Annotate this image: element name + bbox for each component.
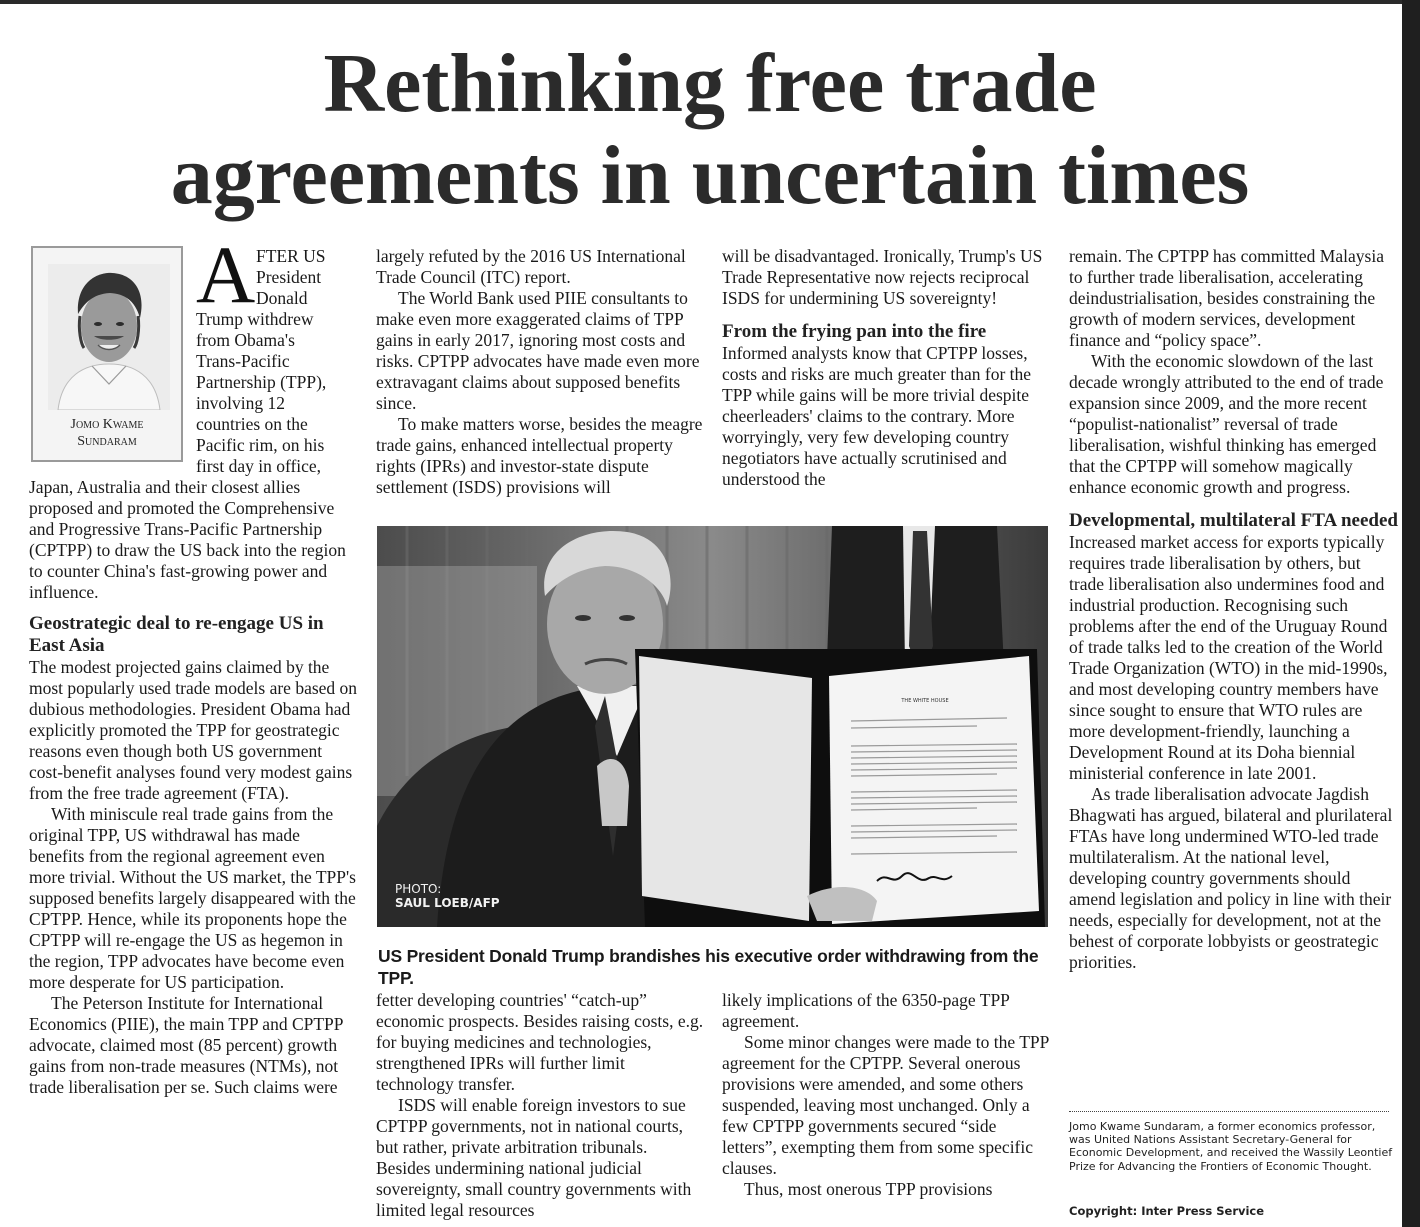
paragraph: ISDS will enable foreign investors to sue CPTPP governments, not in national courts, but rather, private arbitration tribunals. Besides undermining national judicial sovereignty, small country governments with limited legal resources <box>376 1095 692 1220</box>
intro-line: Partnership (TPP), <box>196 372 327 392</box>
paragraph: With the economic slowdown of the last decade wrongly attributed to the end of trade expansion since 2009, and the more recent “populist-nationalist” reversal of trade liberalisation, wishful thinking has emerged that the CPTPP will somehow magically enhance economic growth and progress. <box>1069 351 1384 497</box>
paragraph: remain. The CPTPP has committed Malaysia to further trade liberalisation, accelerating deindustrialisation, besides constraining the growth of modern services, development finance and “policy space”. <box>1069 246 1384 350</box>
news-photo <box>377 526 1048 927</box>
intro-line: Donald <box>256 288 308 308</box>
column-3-top <box>722 246 1052 490</box>
paragraph: As trade liberalisation advocate Jagdish Bhagwati has argued, bilateral and plurilateral FTAs have long undermined WTO-led trade multilateralism. At the national level, developing country governments should amend legislation and policy in line with their needs, especially for development, not at the behest of corporate lobbyists or geostrategic priorities. <box>1069 784 1393 972</box>
copyright-notice: Copyright: Inter Press Service <box>1069 1204 1265 1218</box>
intro-line: first day in office, <box>196 456 322 476</box>
photo-credit <box>395 882 500 910</box>
paragraph: The Peterson Institute for International Economics (PIIE), the main TPP and CPTPP advocate, claimed most (85 percent) growth gains from non-trade measures (NTMs), not trade liberalisation per se. Such claims were <box>29 993 343 1097</box>
bio-divider <box>1069 1111 1389 1112</box>
column-3-bottom <box>722 990 1052 1200</box>
paragraph: Japan, Australia and their closest allies proposed and promoted the Comprehensive and Progressive Trans-Pacific Partnership (CPTPP) to draw the US back into the region to counter China's fast-growing power and influence. <box>29 477 346 602</box>
intro-line: Pacific rim, on his <box>196 435 325 455</box>
paragraph: The World Bank used PIIE consultants to make even more exaggerated claims of TPP gains in early 2017, ignoring most costs and risks. CPTPP advocates have made even more extravagant claims about supposed benefits since. <box>376 288 700 413</box>
intro-line: Trans-Pacific <box>196 351 290 371</box>
drop-cap: A <box>196 229 256 320</box>
photo-credit-label: PHOTO: <box>395 882 442 896</box>
paragraph: Increased market access for exports typically requires trade liberalisation by others, but trade liberalisation also undermines food and industrial production. Recognising such problems after the end of the Uruguay Round of trade talks led to the creation of the World Trade Organization (WTO) in the mid-1990s, and most developing country members have since sought to ensure that WTO rules are more development-friendly, launching a Development Round at its Doha biennial ministerial conference in late 2001. <box>1069 532 1388 783</box>
intro-line: from Obama's <box>196 330 295 350</box>
paragraph: To make matters worse, besides the meagre trade gains, enhanced intellectual property rights (IPRs) and investor-state dispute settlement (ISDS) provisions will <box>376 414 703 497</box>
headline <box>0 38 1420 222</box>
paragraph: The modest projected gains claimed by the most popularly used trade models are based on dubious methodologies. President Obama had explicitly promoted the TPP for geostrategic reasons even though both US government cost-benefit analyses found very modest gains from the free trade agreement (FTA). <box>29 657 358 803</box>
author-name-line-1: Jomo Kwame <box>70 417 144 432</box>
intro-line: involving 12 <box>196 393 285 413</box>
paragraph: largely refuted by the 2016 US International Trade Council (ITC) report. <box>376 246 686 287</box>
document-header: THE WHITE HOUSE <box>901 698 949 704</box>
paragraph: fetter developing countries' “catch-up” economic prospects. Besides raising costs, e.g. for buying medicines and technologies, strengthened IPRs will further limit technology transfer. <box>376 990 704 1094</box>
author-name <box>33 416 181 450</box>
column-4 <box>1069 246 1399 973</box>
paragraph: With miniscule real trade gains from the original TPP, US withdrawal has made benefits from the regional agreement even more trivial. Without the US market, the TPP's supposed benefits largely disappeared with the CPTPP. Hence, while its proponents hope the CPTPP will re-engage the US as hegemon in the region, TPP advocates have become even more desperate for US participation. <box>29 804 356 992</box>
intro-narrow-lines <box>196 246 356 477</box>
paragraph: Thus, most onerous TPP provisions <box>744 1179 993 1199</box>
author-name-line-2: Sundaram <box>77 434 137 449</box>
intro-line: President <box>256 267 322 287</box>
page-top-edge <box>0 0 1420 4</box>
photo-caption: US President Donald Trump brandishes his executive order withdrawing from the TPP. <box>378 946 1039 988</box>
intro-line: Trump withdrew <box>196 309 314 329</box>
photo-credit-name: SAUL LOEB/AFP <box>395 896 500 910</box>
headline-line-1: Rethinking free trade <box>323 37 1097 130</box>
column-2-top <box>376 246 706 498</box>
intro-line: FTER US <box>256 246 326 266</box>
column-2-bottom <box>376 990 706 1221</box>
author-portrait <box>48 264 170 410</box>
subheading: From the frying pan into the fire <box>722 321 987 342</box>
headline-line-2: agreements in uncertain times <box>170 129 1250 222</box>
column-1 <box>29 477 359 1098</box>
subheading: Developmental, multilateral FTA needed <box>1069 510 1398 531</box>
subheading: Geostrategic deal to re-engage US in East Asia <box>29 613 324 656</box>
paragraph: Informed analysts know that CPTPP losses, costs and risks are much greater than for the TPP while gains will be more trivial despite cheerleaders' claims to the contrary. More worryingly, very few developing country negotiators have actually scrutinised and understood the <box>722 343 1032 489</box>
paragraph: likely implications of the 6350-page TPP agreement. <box>722 990 1010 1031</box>
paragraph: will be disadvantaged. Ironically, Trump's US Trade Representative now rejects reciprocal ISDS for undermining US sovereignty! <box>722 246 1043 308</box>
intro-line: countries on the <box>196 414 308 434</box>
author-box <box>31 246 183 462</box>
paragraph: Some minor changes were made to the TPP agreement for the CPTPP. Several onerous provisions were amended, and some others suspended, leaving most unchanged. Only a few CPTPP governments secured “side letters”, exempting them from some specific clauses. <box>722 1032 1049 1178</box>
author-bio: Jomo Kwame Sundaram, a former economics professor, was United Nations Assistant Secretary-General for Economic Development, and received the Wassily Leontief Prize for Advancing the Frontiers of Economic Thought. <box>1069 1120 1393 1173</box>
